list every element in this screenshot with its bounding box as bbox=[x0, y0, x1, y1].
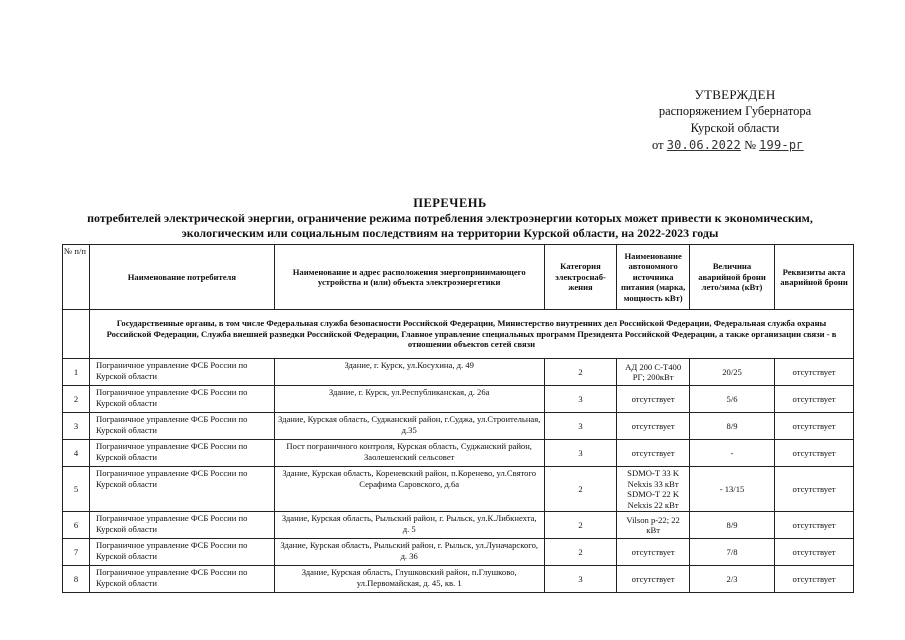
row-source: SDMO-T 33 K Nekxis 33 кВт SDMO-T 22 K Nekxis 22 кВт bbox=[617, 467, 690, 512]
row-source: отсутствует bbox=[617, 539, 690, 566]
header-address: Наименование и адрес расположения энергопринимающего устройства и (или) объекта электроэнергетики bbox=[274, 245, 544, 310]
document-title: ПЕРЕЧЕНЬ bbox=[413, 196, 487, 210]
row-source: отсутствует bbox=[617, 386, 690, 413]
row-address: Здание, Курская область, Суджанский район, г.Суджа, ул.Строительная, д.35 bbox=[274, 413, 544, 440]
row-num: 2 bbox=[63, 386, 90, 413]
row-address: Здание, г. Курск, ул.Косухина, д. 49 bbox=[274, 359, 544, 386]
approval-date: 30.06.2022 bbox=[666, 138, 741, 152]
header-category: Категория электроснаб-жения bbox=[544, 245, 617, 310]
row-consumer: Пограничное управление ФСБ России по Курской области bbox=[89, 467, 274, 512]
row-num: 1 bbox=[63, 359, 90, 386]
row-reserve: - bbox=[689, 440, 774, 467]
row-reserve: 5/6 bbox=[689, 386, 774, 413]
row-reserve: 20/25 bbox=[689, 359, 774, 386]
row-consumer: Пограничное управление ФСБ России по Курской области bbox=[89, 539, 274, 566]
row-requisites: отсутствует bbox=[775, 566, 854, 593]
header-source: Наименование автономного источника питания (марка, мощность кВт) bbox=[617, 245, 690, 310]
row-address: Здание, г. Курск, ул.Республиканская, д. 26а bbox=[274, 386, 544, 413]
row-num: 3 bbox=[63, 413, 90, 440]
section-num-cell bbox=[63, 310, 90, 359]
header-consumer: Наименование потребителя bbox=[89, 245, 274, 310]
row-consumer: Пограничное управление ФСБ России по Курской области bbox=[89, 359, 274, 386]
row-source: Vilson p-22; 22 кВт bbox=[617, 512, 690, 539]
table-row bbox=[63, 539, 854, 566]
row-category: 3 bbox=[544, 440, 617, 467]
row-num: 6 bbox=[63, 512, 90, 539]
row-category: 3 bbox=[544, 413, 617, 440]
approval-line-1: распоряжением Губернатора bbox=[658, 104, 812, 118]
header-num: № п/п bbox=[63, 245, 90, 310]
header-requisites: Реквизиты акта аварийной брони bbox=[775, 245, 854, 310]
row-category: 2 bbox=[544, 539, 617, 566]
row-num: 7 bbox=[63, 539, 90, 566]
row-address: Пост пограничного контроля, Курская область, Суджанский район, Заолешенский сельсовет bbox=[274, 440, 544, 467]
row-category: 3 bbox=[544, 566, 617, 593]
row-consumer: Пограничное управление ФСБ России по Курской области bbox=[89, 512, 274, 539]
row-requisites: отсутствует bbox=[775, 539, 854, 566]
approval-date-line bbox=[620, 137, 850, 154]
approval-number: 199-рг bbox=[759, 138, 804, 152]
row-reserve: 2/3 bbox=[689, 566, 774, 593]
row-reserve: 8/9 bbox=[689, 413, 774, 440]
row-consumer: Пограничное управление ФСБ России по Курской области bbox=[89, 566, 274, 593]
row-source: отсутствует bbox=[617, 413, 690, 440]
table-row bbox=[63, 359, 854, 386]
document-subtitle-line-1: потребителей электрической энергии, ограничение режима потребления электроэнергии которых может привести к экономическим, bbox=[87, 211, 813, 225]
row-requisites: отсутствует bbox=[775, 467, 854, 512]
approval-stamp bbox=[620, 86, 850, 154]
row-category: 3 bbox=[544, 386, 617, 413]
row-requisites: отсутствует bbox=[775, 413, 854, 440]
date-prefix: от bbox=[652, 138, 664, 152]
table-row bbox=[63, 386, 854, 413]
row-consumer: Пограничное управление ФСБ России по Курской области bbox=[89, 413, 274, 440]
row-source: отсутствует bbox=[617, 440, 690, 467]
row-requisites: отсутствует bbox=[775, 359, 854, 386]
row-num: 4 bbox=[63, 440, 90, 467]
row-requisites: отсутствует bbox=[775, 440, 854, 467]
table-row bbox=[63, 566, 854, 593]
row-category: 2 bbox=[544, 512, 617, 539]
section-title: Государственные органы, в том числе Федеральная служба безопасности Российской Федерации, Министерство внутренних дел Российской Федерации, Федеральная служба охраны Российской Федерации, Служба внешней разведки Российской Федерации, Главное управление специальных программ Президента Российской Федерации, а также организации связи - в отношении объектов сетей связи bbox=[89, 310, 853, 359]
number-prefix: № bbox=[744, 138, 756, 152]
table-row bbox=[63, 512, 854, 539]
row-num: 8 bbox=[63, 566, 90, 593]
row-consumer: Пограничное управление ФСБ России по Курской области bbox=[89, 386, 274, 413]
table-row bbox=[63, 467, 854, 512]
row-address: Здание, Курская область, Рыльский район, г. Рыльск, ул.К.Либкнехта, д. 5 bbox=[274, 512, 544, 539]
row-address: Здание, Курская область, Кореневский район, п.Коренево, ул.Святого Серафима Саровского, д.6а bbox=[274, 467, 544, 512]
table-row bbox=[63, 413, 854, 440]
row-source: АД 200 С-Т400 РГ; 200кВт bbox=[617, 359, 690, 386]
approval-title: УТВЕРЖДЕН bbox=[694, 87, 776, 102]
row-reserve: 8/9 bbox=[689, 512, 774, 539]
row-source: отсутствует bbox=[617, 566, 690, 593]
table-header-row bbox=[63, 245, 854, 310]
row-category: 2 bbox=[544, 359, 617, 386]
document-heading bbox=[40, 196, 860, 241]
row-reserve: 7/8 bbox=[689, 539, 774, 566]
row-category: 2 bbox=[544, 467, 617, 512]
row-address: Здание, Курская область, Глушковский район, п.Глушково, ул.Первомайская, д. 45, кв. 1 bbox=[274, 566, 544, 593]
row-requisites: отсутствует bbox=[775, 386, 854, 413]
row-address: Здание, Курская область, Рыльский район, г. Рыльск, ул.Луначарского, д. 36 bbox=[274, 539, 544, 566]
table-row bbox=[63, 440, 854, 467]
section-row bbox=[63, 310, 854, 359]
row-consumer: Пограничное управление ФСБ России по Курской области bbox=[89, 440, 274, 467]
row-num: 5 bbox=[63, 467, 90, 512]
row-requisites: отсутствует bbox=[775, 512, 854, 539]
consumers-table bbox=[62, 244, 854, 593]
header-reserve: Величина аварийной брони лето/зима (кВт) bbox=[689, 245, 774, 310]
row-reserve: - 13/15 bbox=[689, 467, 774, 512]
document-subtitle-line-2: экологическим или социальным последствиям на территории Курской области, на 2022-2023 годы bbox=[181, 226, 719, 240]
approval-line-2: Курской области bbox=[690, 121, 780, 135]
